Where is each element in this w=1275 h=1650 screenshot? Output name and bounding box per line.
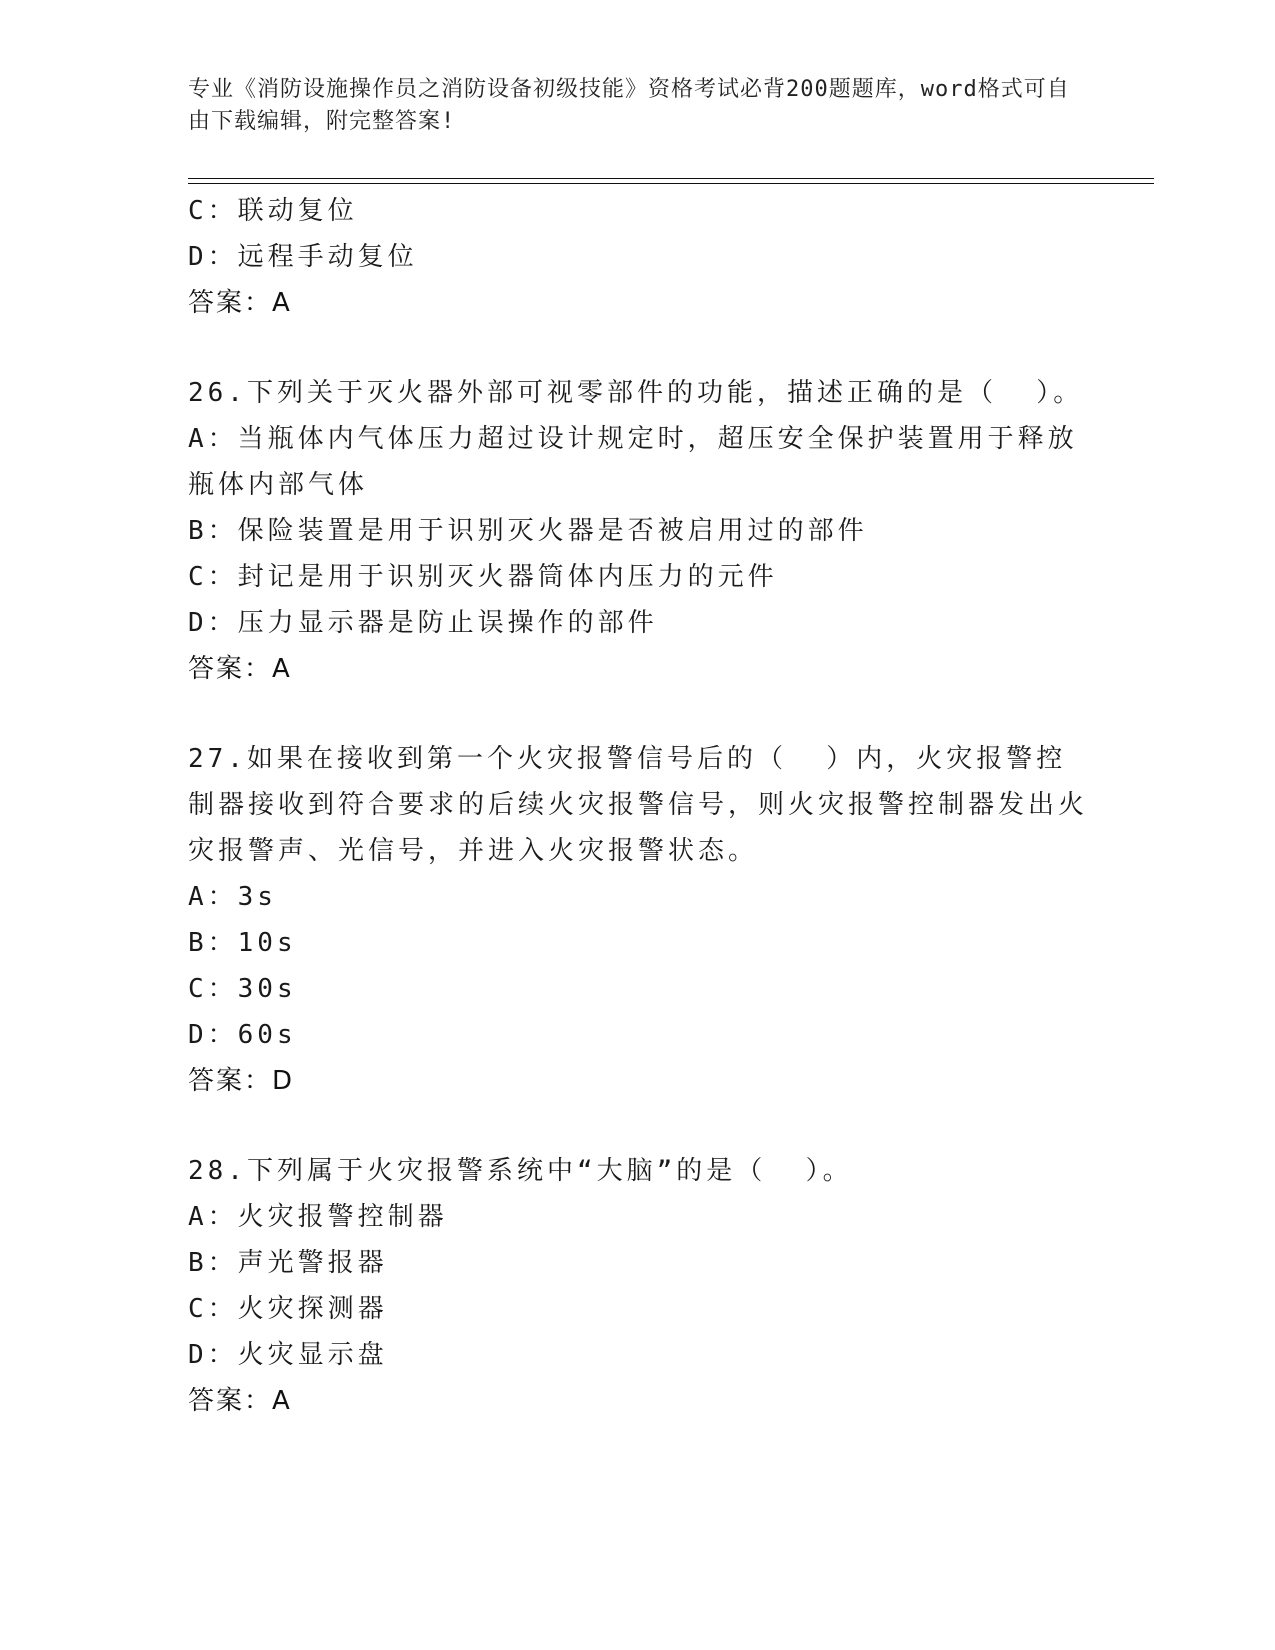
option-a: A：3s [188, 882, 277, 912]
question-28 [188, 1148, 1088, 1424]
option-d: D：火灾显示盘 [188, 1340, 388, 1370]
answer-line: 答案：D [188, 1066, 295, 1096]
answer-line: 答案：A [188, 654, 292, 684]
header-divider-bottom [188, 183, 1154, 184]
question-stem: 28.下列属于火灾报警系统中“大脑”的是（ ）。 [188, 1156, 853, 1186]
question-stem: 26.下列关于灭火器外部可视零部件的功能，描述正确的是（ ）。 [188, 378, 1084, 408]
header-divider-top [188, 178, 1154, 179]
option-b: B：保险装置是用于识别灭火器是否被启用过的部件 [188, 516, 868, 546]
spacer [188, 1104, 1088, 1148]
answer-line: 答案：A [188, 1386, 292, 1416]
option-c: C：封记是用于识别灭火器筒体内压力的元件 [188, 562, 778, 592]
option-b: B：10s [188, 928, 297, 958]
previous-question-tail [188, 188, 1088, 326]
option-a: A：当瓶体内气体压力超过设计规定时，超压安全保护装置用于释放瓶体内部气体 [188, 424, 1078, 500]
document-header: 专业《消防设施操作员之消防设备初级技能》资格考试必背200题题库，word格式可自由下载编辑，附完整答案! [188, 77, 1070, 134]
question-list [188, 188, 1088, 1424]
option-b: B：声光警报器 [188, 1248, 388, 1278]
option-d: D：远程手动复位 [188, 242, 418, 272]
spacer [188, 326, 1088, 370]
option-c: C：火灾探测器 [188, 1294, 388, 1324]
option-c: C：30s [188, 974, 297, 1004]
question-26 [188, 370, 1088, 692]
answer-line: 答案：A [188, 288, 292, 318]
question-27 [188, 736, 1088, 1104]
option-a: A：火灾报警控制器 [188, 1202, 448, 1232]
option-c: C：联动复位 [188, 196, 358, 226]
question-stem: 27.如果在接收到第一个火灾报警信号后的（ ）内，火灾报警控制器接收到符合要求的后续火灾报警信号，则火灾报警控制器发出火灾报警声、光信号，并进入火灾报警状态。 [188, 744, 1089, 866]
option-d: D：压力显示器是防止误操作的部件 [188, 608, 658, 638]
option-d: D：60s [188, 1020, 297, 1050]
spacer [188, 692, 1088, 736]
